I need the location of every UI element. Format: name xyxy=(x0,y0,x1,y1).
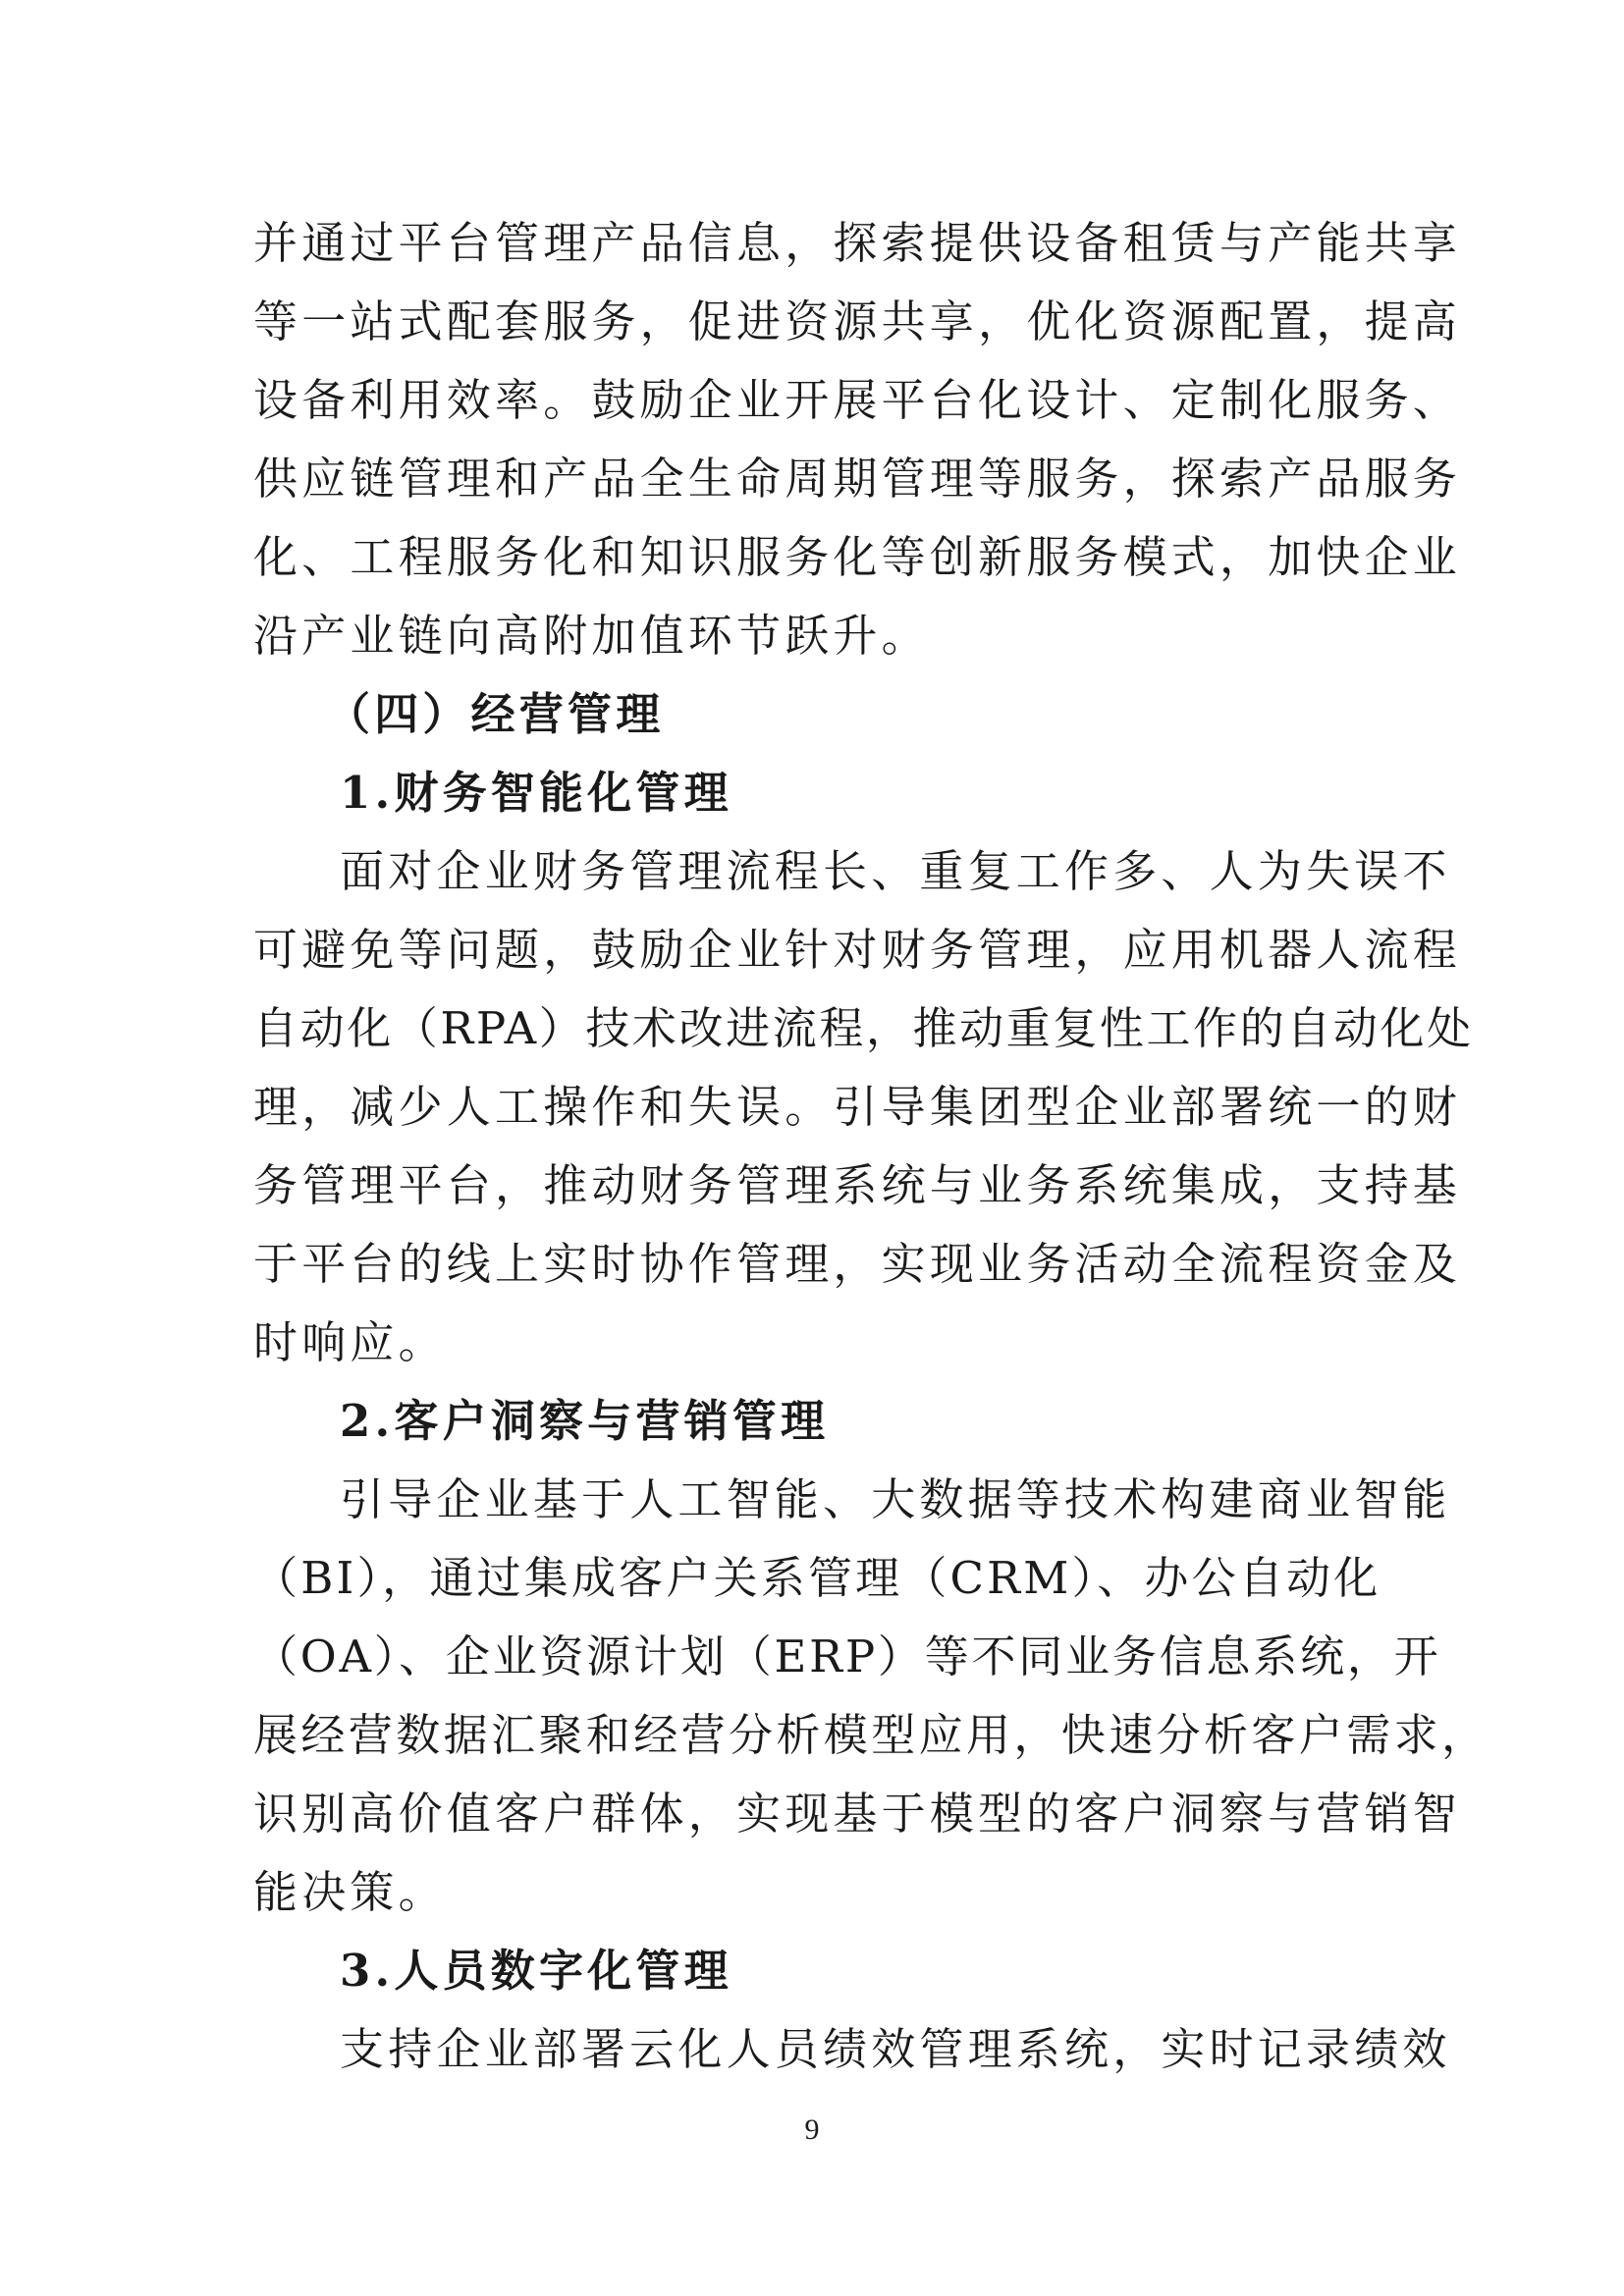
paragraph-line: 支持企业部署云化人员绩效管理系统，实时记录绩效 xyxy=(340,2023,1451,2075)
paragraph-line: （OA）、企业资源计划（ERP）等不同业务信息系统，开 xyxy=(253,1630,1441,1682)
paragraph-line: 可避免等问题，鼓励企业针对财务管理，应用机器人流程 xyxy=(253,924,1462,976)
paragraph-line: 于平台的线上实时协作管理，实现业务活动全流程资金及 xyxy=(253,1238,1462,1290)
subsection-title: 2.客户洞察与营销管理 xyxy=(340,1395,830,1447)
paragraph-line: 供应链管理和产品全生命周期管理等服务，探索产品服务 xyxy=(253,453,1462,505)
subsection-title: 3.人员数字化管理 xyxy=(340,1945,732,1997)
paragraph-line: 面对企业财务管理流程长、重复工作多、人为失误不 xyxy=(340,845,1451,897)
paragraph-line: 务管理平台，推动财务管理系统与业务系统集成，支持基 xyxy=(253,1159,1462,1211)
section-heading: （四）经营管理 xyxy=(326,688,665,740)
paragraph-line: 理，减少人工操作和失误。引导集团型企业部署统一的财 xyxy=(253,1081,1462,1133)
paragraph-line: 自动化（RPA）技术改进流程，推动重复性工作的自动化处 xyxy=(253,1002,1474,1054)
paragraph-line: 引导企业基于人工智能、大数据等技术构建商业智能 xyxy=(340,1473,1451,1525)
paragraph-line: 等一站式配套服务，促进资源共享，优化资源配置，提高 xyxy=(253,295,1462,347)
subsection-title: 1.财务智能化管理 xyxy=(340,767,732,819)
paragraph-line: 并通过平台管理产品信息，探索提供设备租赁与产能共享 xyxy=(253,217,1462,269)
page-number: 9 xyxy=(804,2113,820,2146)
paragraph-line: 沿产业链向高附加值环节跃升。 xyxy=(253,610,930,662)
paragraph-line: 化、工程服务化和知识服务化等创新服务模式，加快企业 xyxy=(253,531,1462,583)
paragraph-line: 识别高价值客户群体，实现基于模型的客户洞察与营销智 xyxy=(253,1788,1462,1840)
paragraph-line: 展经营数据汇聚和经营分析模型应用，快速分析客户需求， xyxy=(253,1709,1489,1761)
paragraph-line: （BI），通过集成客户关系管理（CRM）、办公自动化 xyxy=(253,1552,1381,1604)
paragraph-line: 设备利用效率。鼓励企业开展平台化设计、定制化服务、 xyxy=(253,374,1462,426)
paragraph-line: 能决策。 xyxy=(253,1866,447,1918)
paragraph-line: 时响应。 xyxy=(253,1316,447,1368)
